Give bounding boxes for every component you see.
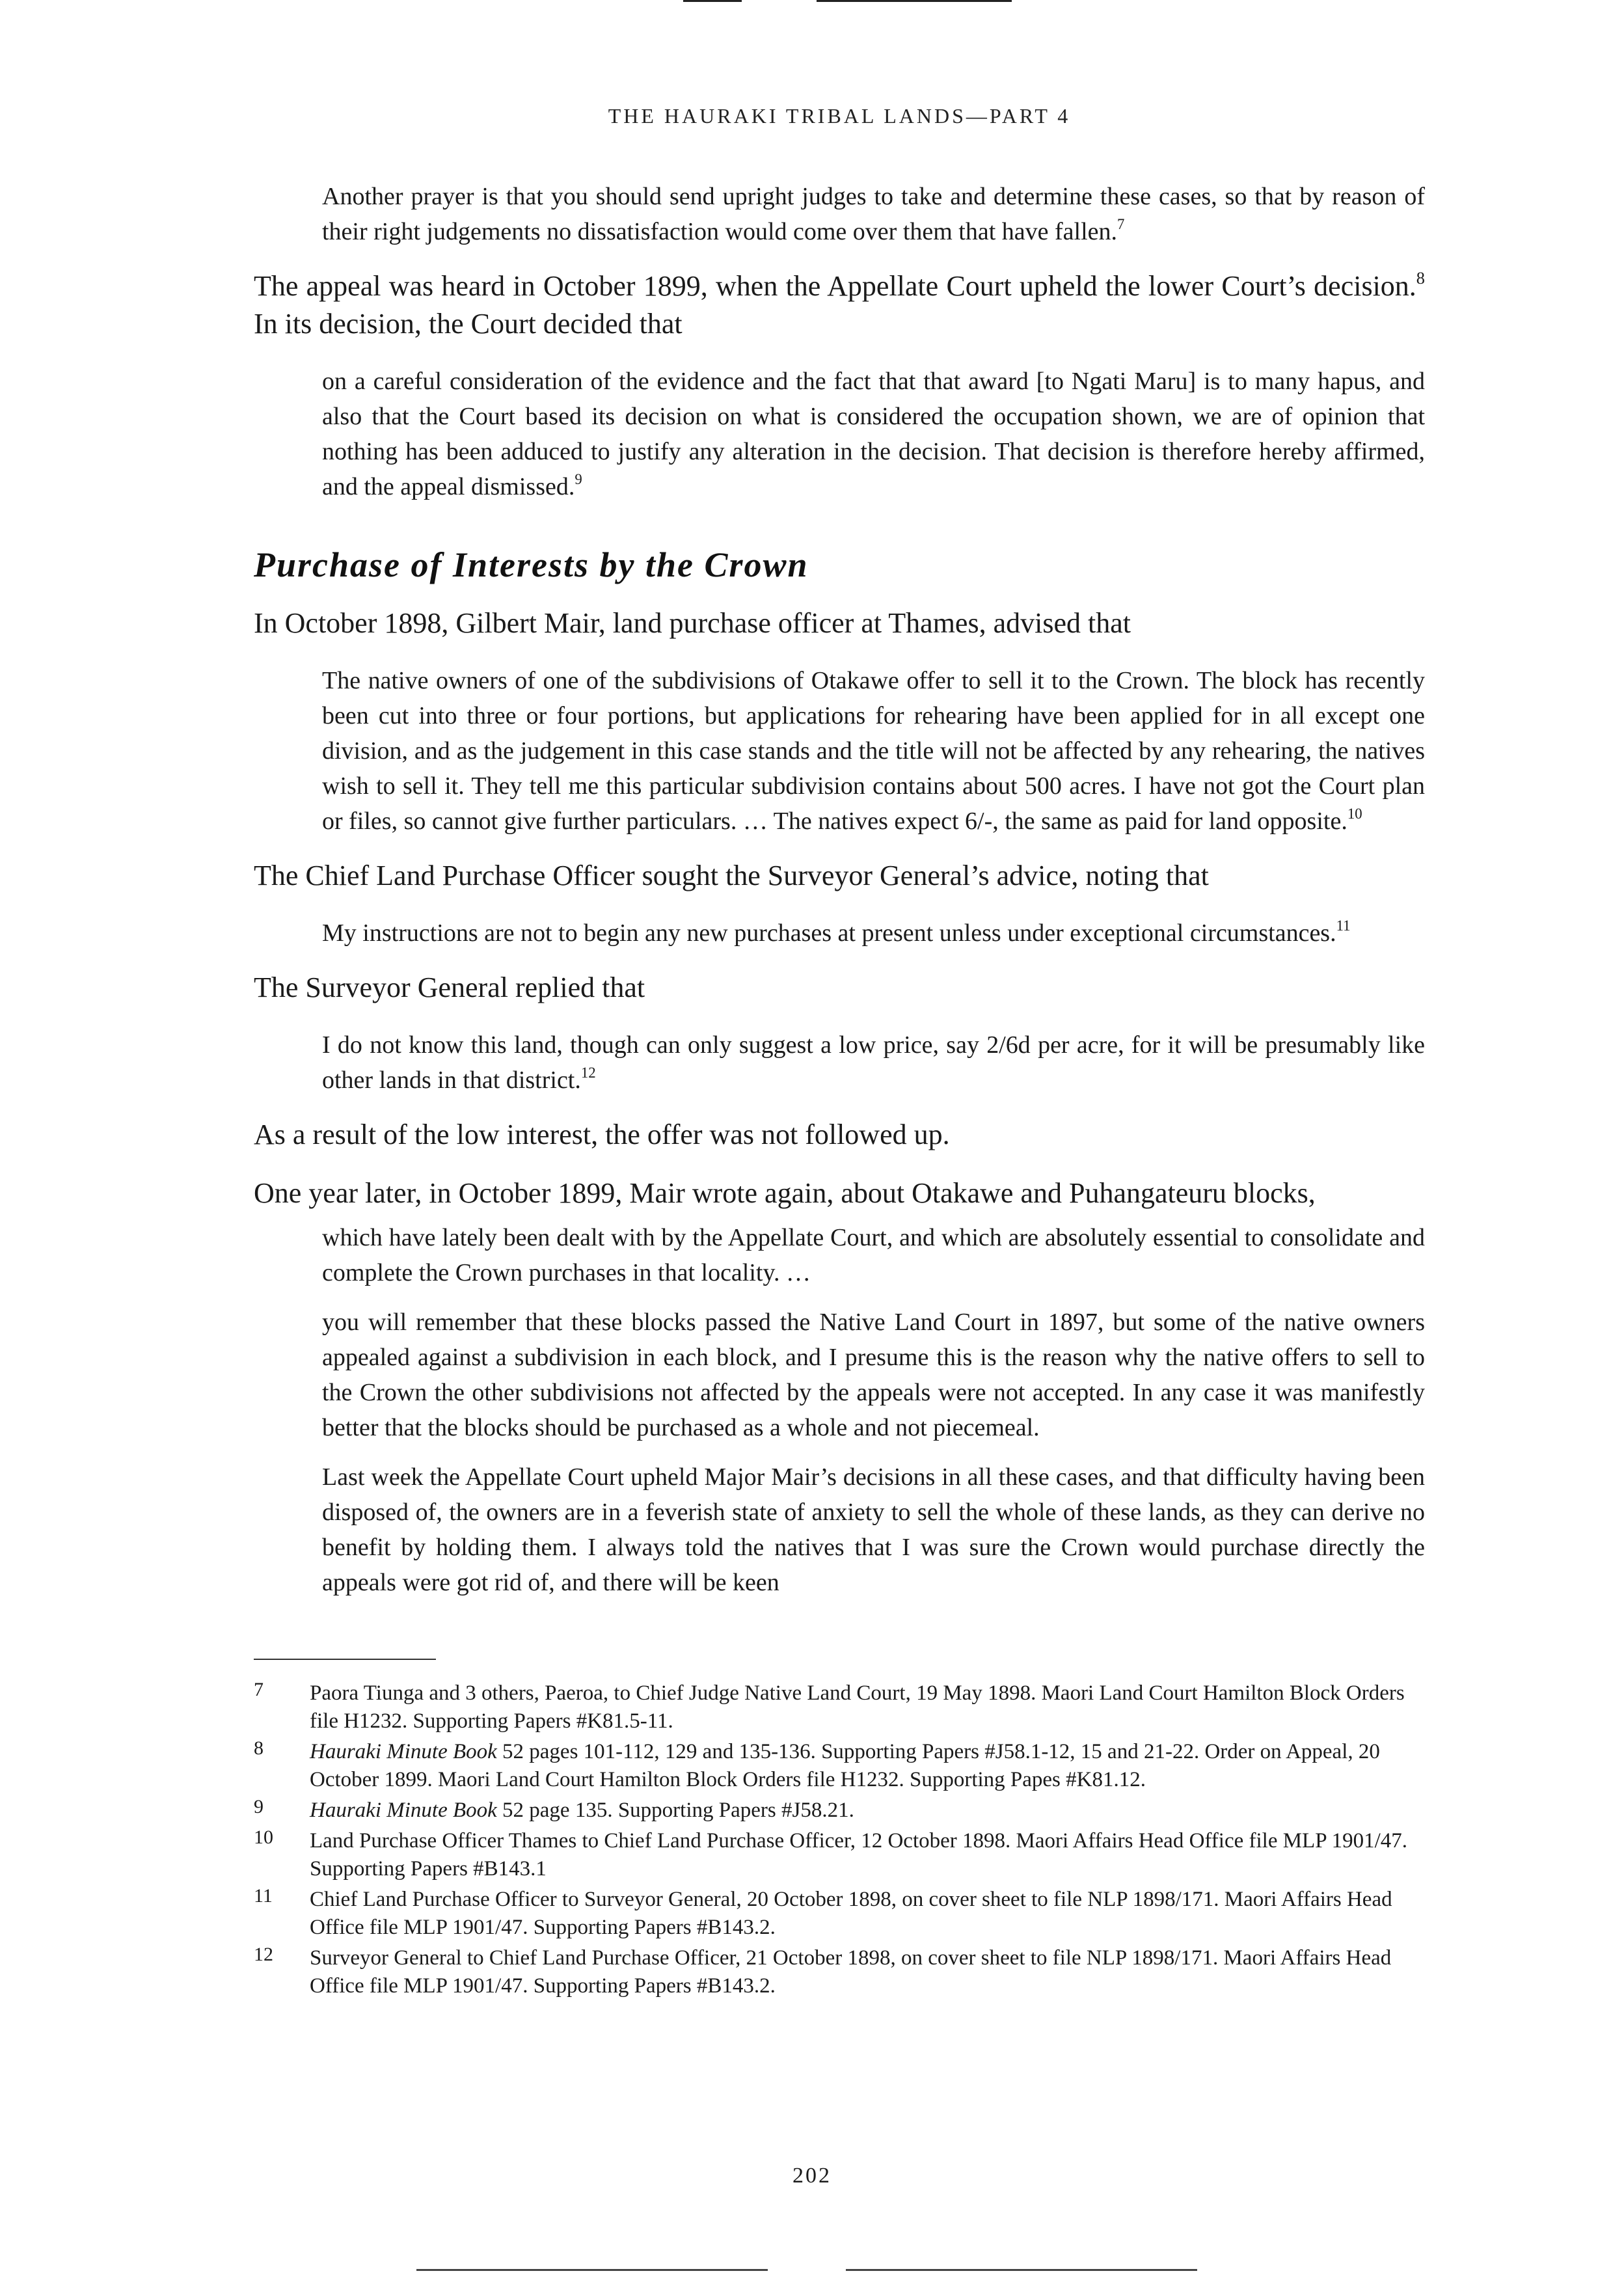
top-rule-left bbox=[683, 0, 742, 2]
footnote-number: 9 bbox=[254, 1796, 264, 1817]
paragraph-one-year-later: One year later, in October 1899, Mair wrote again, about Otakawe and Puhangateuru blocks, bbox=[254, 1177, 1316, 1209]
footnote-number: 12 bbox=[254, 1944, 273, 1965]
footnote-ref-12[interactable]: 12 bbox=[580, 1065, 596, 1081]
quote-later-paragraph: you will remember that these blocks passed the Native Land Court in 1897, but some of the native owners appealed against a subdivision in each block, and I presume this is the reason why the native offers to sell to the Crown the other subdivisions not affected by the appeals were not accepted. In any case it was manifestly better that the blocks should be purchased as a whole and not piecemeal. bbox=[322, 1309, 1425, 1441]
footnote-text: Surveyor General to Chief Land Purchase Officer, 21 October 1898, on cover sheet to file NLP 1898/171. Maori Affairs Head Office file MLP 1901/47. Supporting Papers #B143.2. bbox=[310, 1946, 1392, 1998]
quote-mair bbox=[322, 663, 1425, 839]
quote-mair-text: The native owners of one of the subdivisions of Otakawe offer to sell it to the Crown. The block has recently been cut into three or four portions, but applications for rehearing have been applied for in all except one division, and as the judgement in this case stands and the title will not be affected by any rehearing, the natives wish to sell it. They tell me this particular subdivision contains about 500 acres. I have not got the Court plan or files, so cannot give further particulars. … The natives expect 6/-, the same as paid for land opposite. bbox=[322, 667, 1425, 835]
footnote-10 bbox=[254, 1827, 1425, 1883]
footnote-7 bbox=[254, 1679, 1425, 1735]
footnote-text: Paora Tiunga and 3 others, Paeroa, to Chief Judge Native Land Court, 19 May 1898. Maori Land Court Hamilton Block Orders file H1232. Supporting Papers #K81.5-11. bbox=[310, 1681, 1405, 1733]
paragraph-appeal-text-a: The appeal was heard in October 1899, when the Appellate Court upheld the lower Court’s decision. bbox=[254, 270, 1416, 302]
footnote-number: 8 bbox=[254, 1737, 264, 1759]
page-number: 202 bbox=[792, 2164, 832, 2188]
footnote-ref-7[interactable]: 7 bbox=[1117, 216, 1125, 233]
footnotes bbox=[254, 1679, 1425, 2000]
paragraph-mair: In October 1898, Gilbert Mair, land purchase officer at Thames, advised that bbox=[254, 607, 1131, 639]
footnote-ref-8[interactable]: 8 bbox=[1416, 267, 1425, 288]
footnote-ref-11[interactable]: 11 bbox=[1336, 917, 1351, 934]
paragraph-chief: The Chief Land Purchase Officer sought the Surveyor General’s advice, noting that bbox=[254, 860, 1209, 891]
footnote-source-title: Hauraki Minute Book bbox=[310, 1740, 497, 1763]
quote-later-paragraph: Last week the Appellate Court upheld Major Mair’s decisions in all these cases, and that difficulty having been disposed of, the owners are in a feverish state of anxiety to sell the whole of these lands, as they can derive no benefit by holding them. I always told the natives that I was sure the Crown would purchase directly the appeals were got rid of, and there will be keen bbox=[322, 1463, 1425, 1596]
footnote-9 bbox=[254, 1797, 1425, 1825]
paragraph-appeal-text-b: In its decision, the Court decided that bbox=[254, 308, 683, 340]
footnote-11 bbox=[254, 1886, 1425, 1942]
footnote-text: 52 page 135. Supporting Papers #J58.21. bbox=[496, 1799, 854, 1822]
quote-surveyor-text: I do not know this land, though can only suggest a low price, say 2/6d per acre, for it will be presumably like other lands in that district. bbox=[322, 1031, 1425, 1094]
bottom-rule-left bbox=[416, 2269, 768, 2271]
footnote-number: 11 bbox=[254, 1885, 273, 1907]
footnote-number: 7 bbox=[254, 1679, 264, 1700]
footnote-8 bbox=[254, 1738, 1425, 1794]
quote-court-decision bbox=[322, 364, 1425, 504]
paragraph-appeal bbox=[254, 267, 1425, 343]
paragraph-surveyor: The Surveyor General replied that bbox=[254, 971, 645, 1003]
quote-later-paragraph: which have lately been dealt with by the Appellate Court, and which are absolutely essential to consolidate and complete the Crown purchases in that locality. … bbox=[322, 1224, 1425, 1286]
page-content bbox=[254, 104, 1425, 2003]
top-rule-right bbox=[817, 0, 1012, 2]
footnote-divider bbox=[254, 1659, 436, 1660]
footnote-12 bbox=[254, 1944, 1425, 2000]
quote-chief bbox=[322, 916, 1425, 951]
quote-prayer bbox=[322, 179, 1425, 249]
quote-surveyor bbox=[322, 1027, 1425, 1098]
quote-later bbox=[322, 1220, 1425, 1600]
footnote-ref-10[interactable]: 10 bbox=[1347, 806, 1362, 822]
bottom-rule-right bbox=[846, 2269, 1197, 2271]
paragraph-result: As a result of the low interest, the offer was not followed up. bbox=[254, 1119, 950, 1150]
footnote-text: Land Purchase Officer Thames to Chief Land Purchase Officer, 12 October 1898. Maori Affairs Head Office file MLP 1901/47. Supporting Papers #B143.1 bbox=[310, 1829, 1408, 1881]
footnote-ref-9[interactable]: 9 bbox=[575, 471, 582, 488]
footnote-source-title: Hauraki Minute Book bbox=[310, 1799, 497, 1822]
footnote-text: 52 pages 101-112, 129 and 135-136. Supporting Papers #J58.1-12, 15 and 21-22. Order on Appeal, 20 October 1899. Maori Land Court Hamilton Block Orders file H1232. Supporting Papes #K81.12. bbox=[310, 1740, 1380, 1791]
quote-chief-text: My instructions are not to begin any new purchases at present unless under exceptional circumstances. bbox=[322, 919, 1336, 947]
quote-prayer-text: Another prayer is that you should send upright judges to take and determine these cases, so that by reason of their right judgements no dissatisfaction would come over them that have fallen. bbox=[322, 183, 1425, 245]
section-heading: Purchase of Interests by the Crown bbox=[254, 545, 809, 584]
quote-court-text: on a careful consideration of the evidence and the fact that that award [to Ngati Maru] is to many hapus, and also that the Court based its decision on what is considered the occupation shown, we are of opinion that nothing has been adduced to justify any alteration in the decision. That decision is therefore hereby affirmed, and the appeal dismissed. bbox=[322, 368, 1425, 500]
footnote-number: 10 bbox=[254, 1827, 273, 1848]
running-head: THE HAURAKI TRIBAL LANDS—PART 4 bbox=[608, 104, 1071, 128]
footnote-text: Chief Land Purchase Officer to Surveyor General, 20 October 1898, on cover sheet to file NLP 1898/171. Maori Affairs Head Office file MLP 1901/47. Supporting Papers #B143.2. bbox=[310, 1888, 1392, 1939]
